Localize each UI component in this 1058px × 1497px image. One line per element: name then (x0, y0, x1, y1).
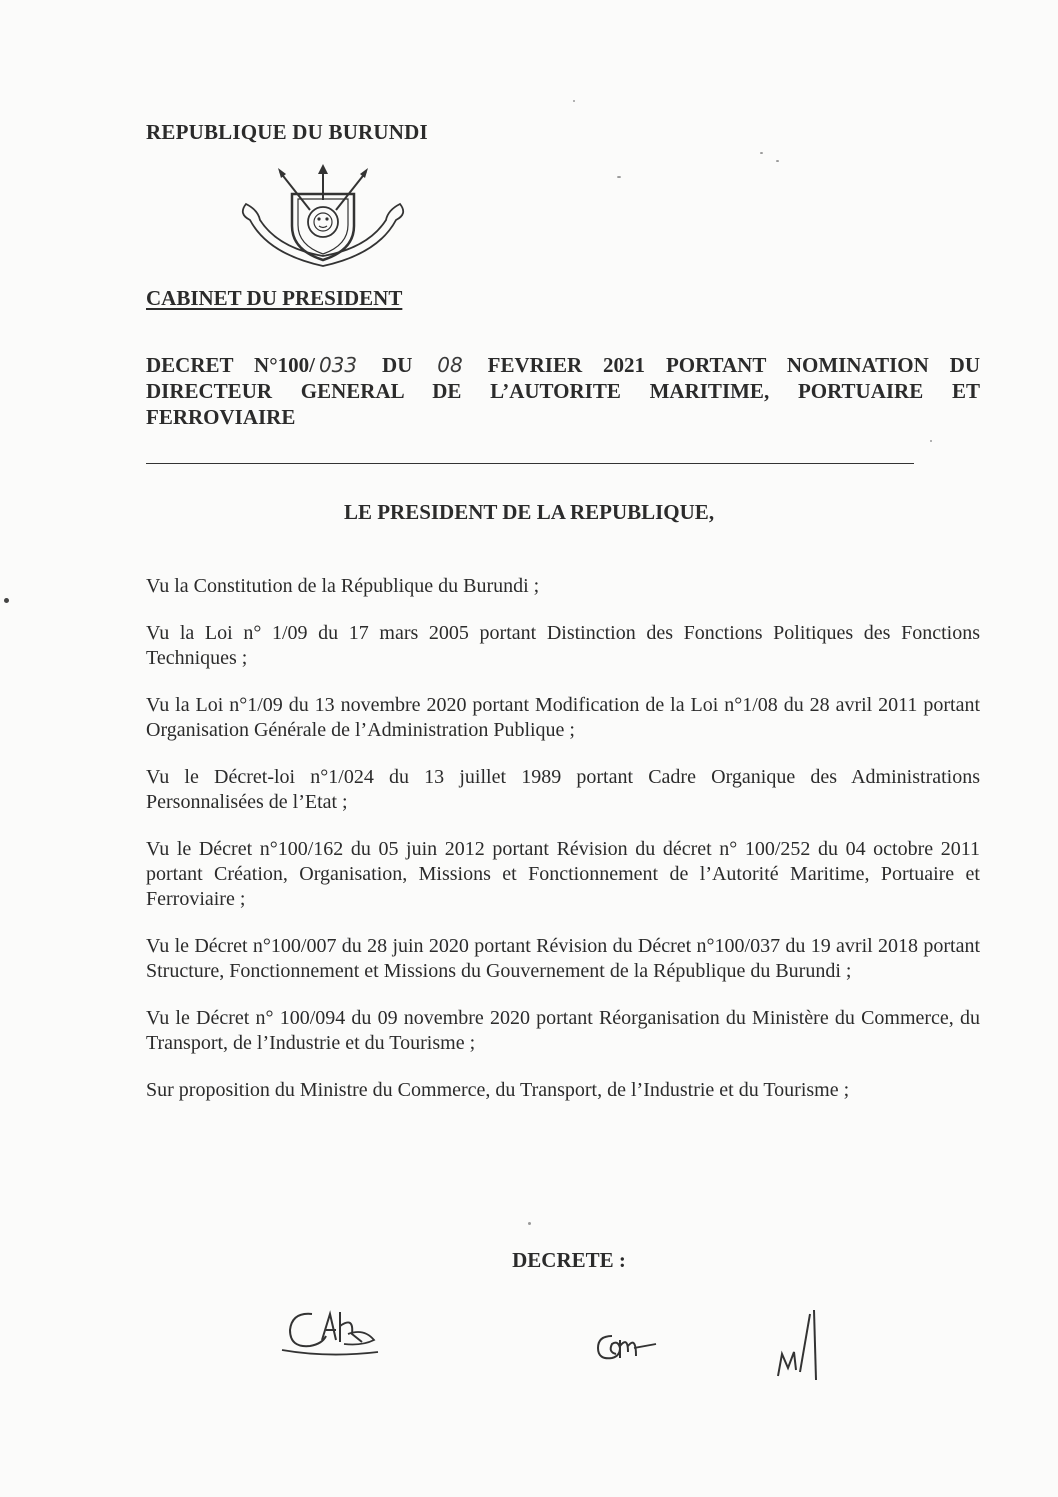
scan-speck (776, 160, 779, 162)
initials-signature-right (770, 1306, 826, 1388)
scan-speck (760, 152, 763, 154)
consideration-paragraph: Vu le Décret n° 100/094 du 09 novembre 2020 portant Réorganisation du Ministère du Commerce, du Transport, de l’Industrie et du Tourisme ; (146, 1007, 980, 1054)
decree-title-prefix: DECRET N°100/ (146, 353, 315, 377)
scan-speck (930, 440, 932, 442)
initials-signature-left (278, 1300, 388, 1368)
burundi-coat-of-arms (228, 164, 418, 276)
consideration-paragraph: Vu le Décret n°100/007 du 28 juin 2020 portant Révision du Décret n°100/037 du 19 avril 2018 portant Structure, Fonctionnement et Missions du Gouvernement de la République du Burundi ; (146, 935, 980, 982)
consideration-paragraph: Vu le Décret-loi n°1/024 du 13 juillet 1989 portant Cadre Organique des Administrations Personnalisées de l’Etat ; (146, 766, 980, 813)
considerations (146, 574, 980, 1125)
decree-number-handwritten: 033 (318, 353, 358, 377)
initials-signature-center (590, 1322, 660, 1372)
decree-title-du: DU (382, 353, 413, 377)
scan-speck (573, 100, 575, 102)
republic-heading: REPUBLIQUE DU BURUNDI (146, 120, 428, 144)
president-heading: LE PRESIDENT DE LA REPUBLIQUE, (343, 500, 715, 524)
decree-title-rest: FEVRIER 2021 PORTANT NOMINATION DU DIRECTEUR GENERAL DE L’AUTORITE MARITIME, PORTUAIRE ET FERROVIAIRE (146, 353, 981, 429)
consideration-paragraph: Vu la Loi n° 1/09 du 17 mars 2005 portant Distinction des Fonctions Politiques des Fonctions Techniques ; (146, 622, 980, 669)
consideration-paragraph: Vu le Décret n°100/162 du 05 juin 2012 portant Révision du décret n° 100/252 du 04 octobre 2011 portant Création, Organisation, Missions et Fonctionnement de l’Autorité Maritime, Portuaire et Ferroviaire ; (146, 838, 980, 910)
consideration-paragraph: Vu la Constitution de la République du Burundi ; (146, 575, 540, 597)
decrete-heading: DECRETE : (512, 1248, 626, 1272)
decree-day-handwritten: 08 (437, 353, 463, 377)
scan-speck (528, 1222, 531, 1225)
scan-speck (617, 176, 621, 178)
decree-title (146, 352, 980, 430)
scan-speck (4, 598, 9, 603)
consideration-paragraph: Vu la Loi n°1/09 du 13 novembre 2020 portant Modification de la Loi n°1/08 du 28 avril 2011 portant Organisation Générale de l’Administration Publique ; (146, 694, 980, 741)
consideration-paragraph: Sur proposition du Ministre du Commerce, du Transport, de l’Industrie et du Tourisme ; (146, 1079, 850, 1101)
title-divider (146, 463, 914, 464)
cabinet-heading: CABINET DU PRESIDENT (146, 286, 403, 310)
